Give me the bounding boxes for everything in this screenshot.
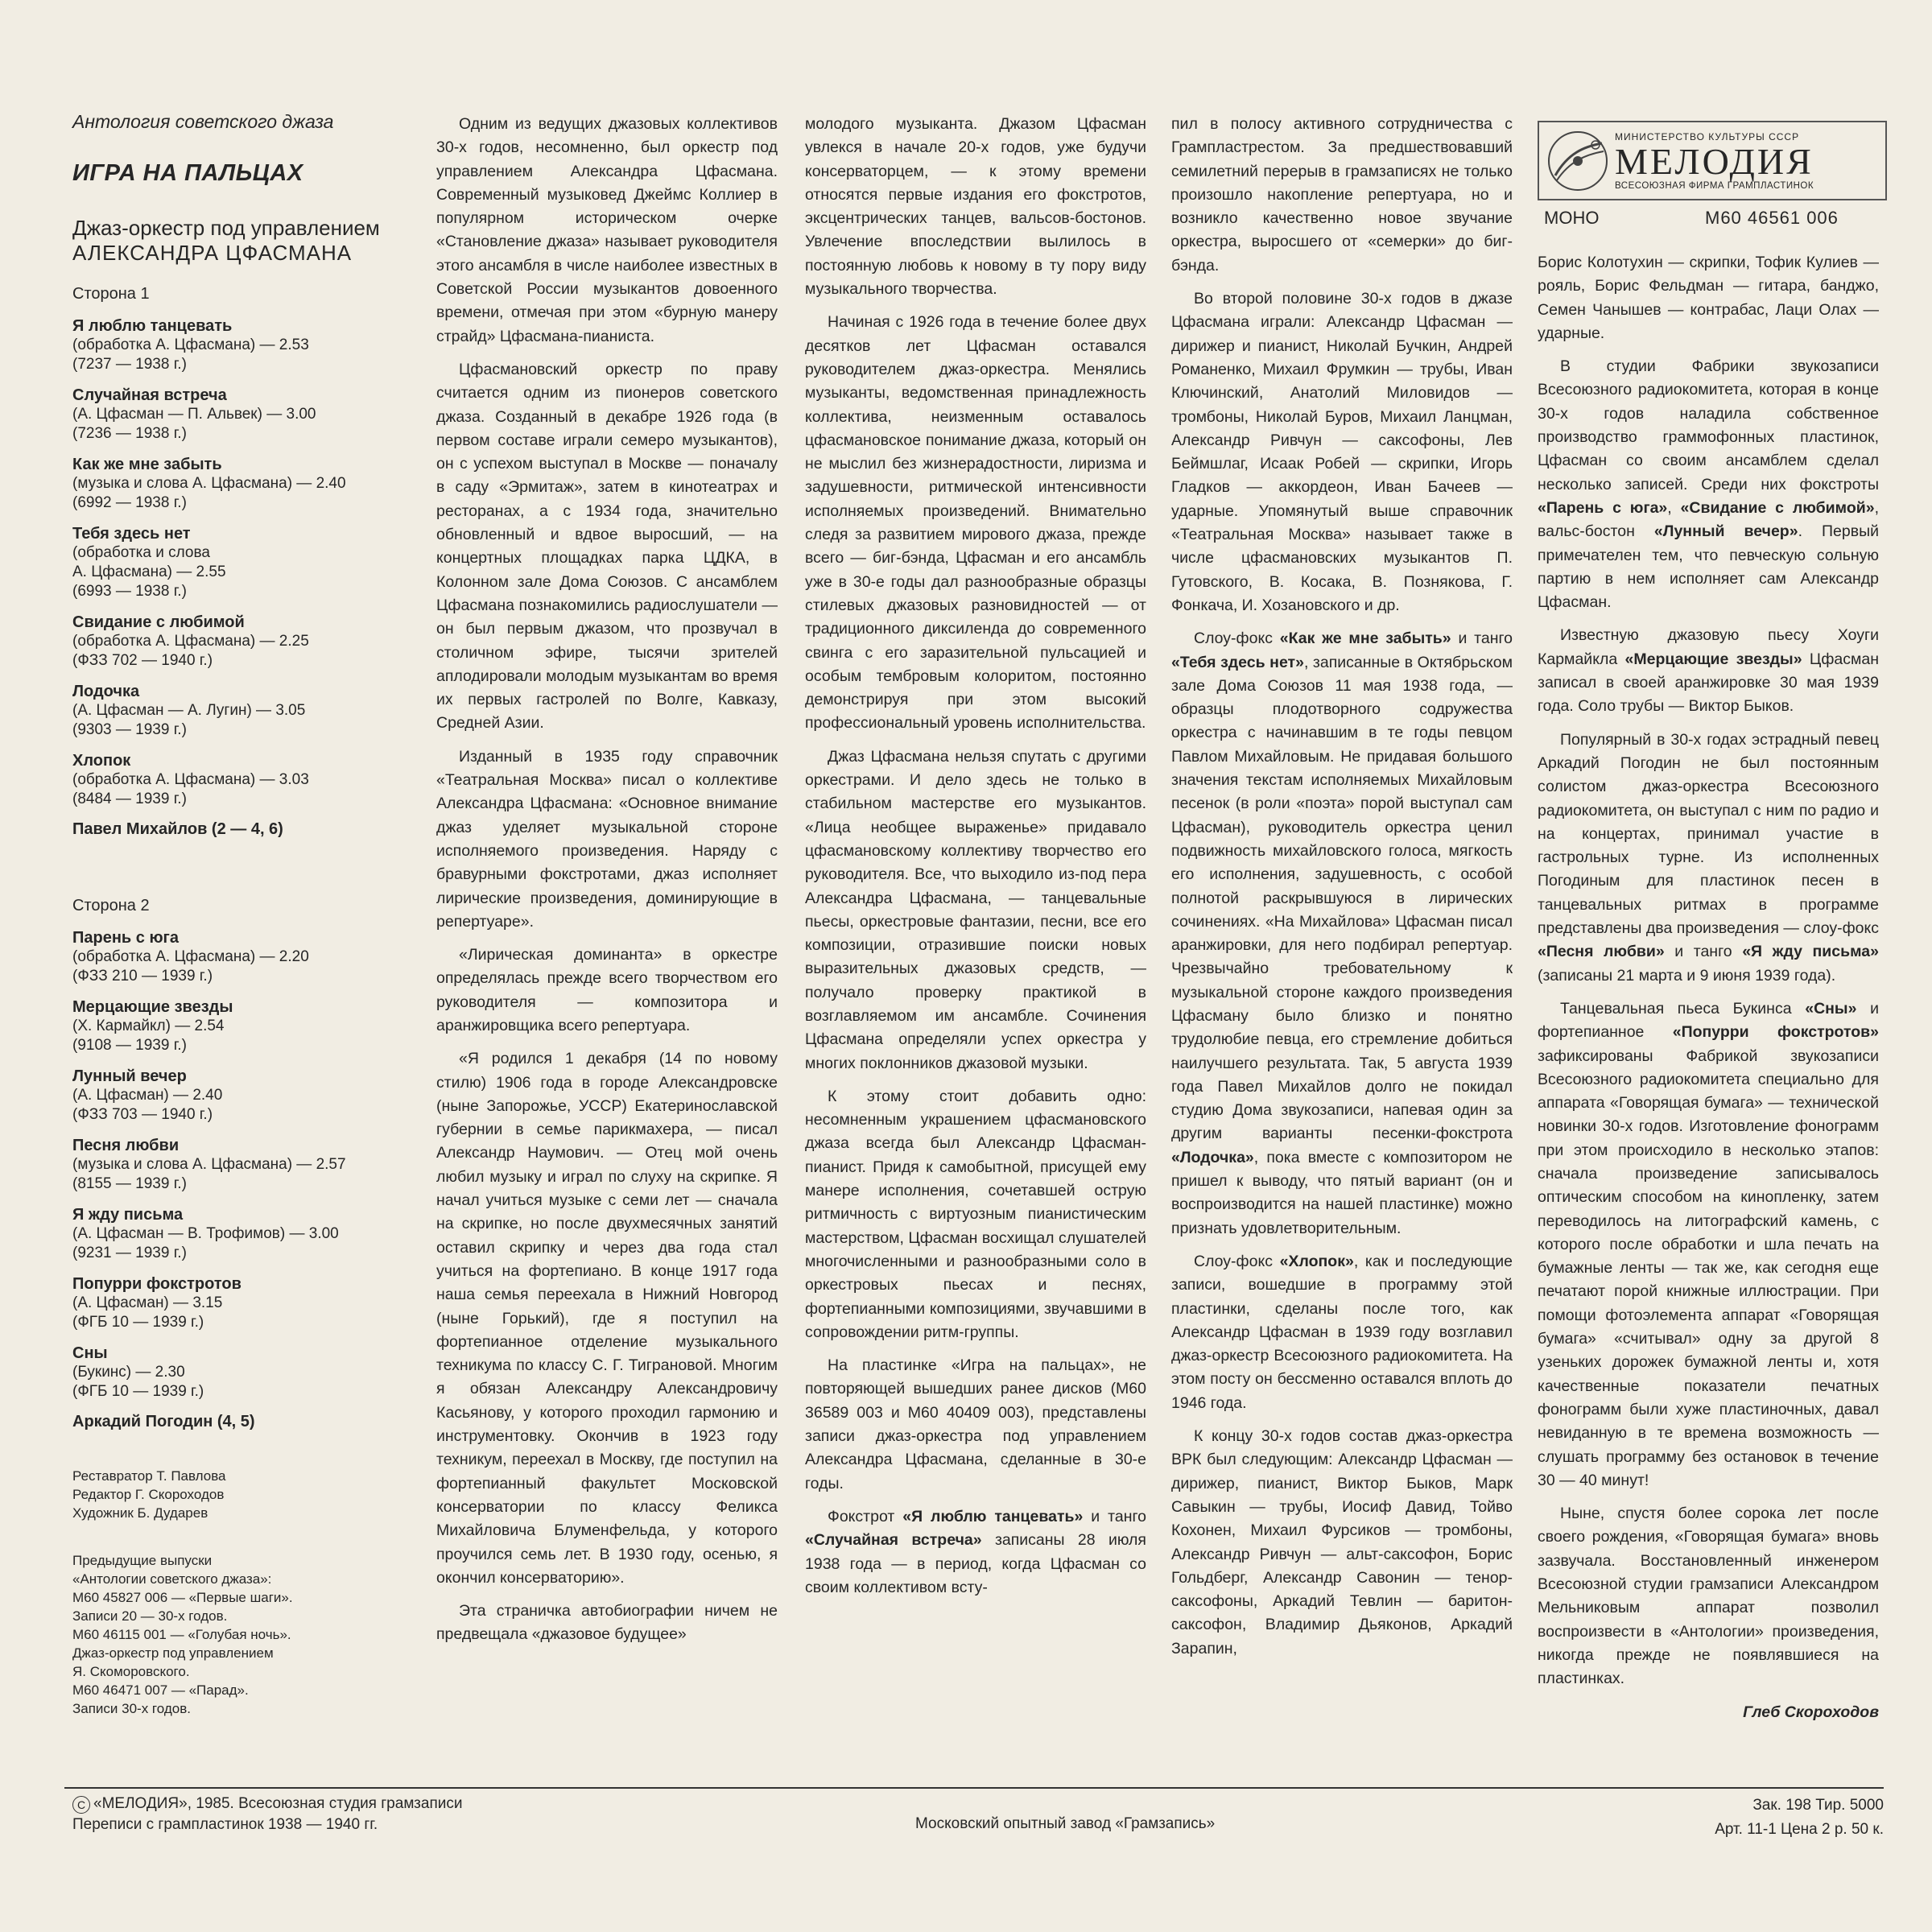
track-entry <box>72 1205 427 1263</box>
article-paragraph: Слоу-фокс «Как же мне забыть» и танго «Тебя здесь нет», записанные в Октябрьском зале Дома Союзов 11 мая 1938 года, — образцы плодотворного содружества оркестра с начинавшим в те годы певцом Павлом Михайловым. Не придавая большого значения текстам исполняемых Михайловым песенок (в роли «поэта» порой выступал сам Цфасман), руководитель оркестра ценил подвижность михайловского голоса, мягкость его исполнения, задушевность, с особой полнотой раскрывшуюся в лирических сочинениях. «На Михайлова» Цфасман писал аранжировки, для него подбирал репертуар. Чрезвычайно требовательному к музыкальной стороне каждого произведения Цфасману было близко и понятно трудолюбие певца, его стремление добиться наилучшего результата. Так, 5 августа 1939 года Павел Михайлов долго не покидал студию Дома звукозаписи, напевая один за другим варианты песенки-фокстрота «Лодочка», пока вместе с композитором не пришел к выводу, что пятый вариант (он и воспроизводится на нашей пластинке) можно признать удовлетворительным. <box>1171 630 1513 1237</box>
order-info: Зак. 198 Тир. 5000 <box>1752 1797 1884 1814</box>
previous-release-line: М60 46471 007 — «Парад». <box>72 1682 249 1698</box>
side2-singer: Аркадий Погодин (4, 5) <box>72 1413 255 1430</box>
price-info: Арт. 11-1 Цена 2 р. 50 к. <box>1715 1821 1884 1838</box>
track-title: Лунный вечер <box>72 1067 187 1085</box>
track-entry <box>72 613 427 671</box>
text-column-4 <box>1538 251 1879 1724</box>
track-detail: (Букинс) — 2.30 <box>72 1364 185 1381</box>
mono-label: МОНО <box>1544 208 1600 228</box>
track-entry <box>72 1136 427 1194</box>
credit-line: Реставратор Т. Павлова <box>72 1468 226 1484</box>
text-column-3 <box>1171 113 1513 1670</box>
track-entry <box>72 682 427 740</box>
track-detail: (9303 — 1939 г.) <box>72 721 187 738</box>
track-entry <box>72 1274 427 1332</box>
catalog-number: М60 46561 006 <box>1705 208 1839 228</box>
track-title: Я жду письма <box>72 1206 184 1224</box>
tracklist-column <box>72 111 427 1718</box>
track-detail: (А. Цфасман — П. Альвек) — 3.00 <box>72 406 316 423</box>
melodiya-logo <box>1538 121 1887 200</box>
track-detail: (ФЗЗ 702 — 1940 г.) <box>72 652 213 669</box>
track-detail: (9231 — 1939 г.) <box>72 1245 187 1261</box>
article-paragraph: К этому стоит добавить одно: несомненным украшением цфасмановского джаза всегда был Александр Цфасман-пианист. Придя к самобытной, присущей ему манере исполнения, сочетавшей острую ритмичность с виртуозным пианистическим мастерством, Цфасман восхищал слушателей многочисленными и разнообразными соло в оркестровых пьесах и песнях, фортепианными композициями, звучавшими в сопровождении ритм-группы. <box>805 1087 1146 1341</box>
track-detail: (7237 — 1938 г.) <box>72 356 187 373</box>
track-title: Мерцающие звезды <box>72 998 233 1016</box>
track-detail: (6992 — 1938 г.) <box>72 494 187 511</box>
article-paragraph: Во второй половине 30-х годов в джазе Цфасмана играли: Александр Цфасман — дирижер и пианист, Николай Бучкин, Андрей Романенко, Михаил Фрумкин — трубы, Иван Ключинский, Анатолий Миловидов — тромбоны, Николай Буров, Михаил Ланцман, Александр Ривчун — саксофоны, Лев Беймшлаг, Исаак Робей — скрипки, Игорь Гладков — аккордеон, Иван Бачеев — ударные. Упомянутый выше справочник «Театральная Москва» называет также в числе цфасмановских музыкантов П. Гутовского, В. Косака, В. Познякова, Г. Фонкача, И. Хозановского и др. <box>1171 290 1513 614</box>
side1-singer: Павел Михайлов (2 — 4, 6) <box>72 820 283 838</box>
logo-brand: МЕЛОДИЯ <box>1615 140 1814 182</box>
track-detail: (ФЗЗ 703 — 1940 г.) <box>72 1106 213 1123</box>
track-detail: (8155 — 1939 г.) <box>72 1175 187 1192</box>
article-paragraph: Известную джазовую пьесу Хоуги Кармайкла «Мерцающие звезды» Цфасман записал в своей аранжировке 30 мая 1939 года. Соло трубы — Виктор Быков. <box>1538 626 1879 716</box>
article-paragraph: Цфасмановский оркестр по праву считается одним из пионеров советского джаза. Созданный в декабре 1926 года (в первом составе играли семеро музыкантов), он с успехом выступал в Москве — поначалу в саду «Эрмитаж», затем в кинотеатрах и ресторанах, а с 1934 года, значительно обновленный и вдвое выросший, — на концертных площадках парка ЦДКА, в Колонном зале Дома Союзов. С ансамблем Цфасмана познакомились радиослушатели — он был первым джазом, что прозвучал в столичном эфире, тысячи зрителей аплодировали молодым музыкантам во время их первых гастролей по Волге, Кавказу, Средней Азии. <box>436 360 778 733</box>
previous-release-line: Предыдущие выпуски <box>72 1553 213 1568</box>
track-entry <box>72 524 427 601</box>
previous-release-line: М60 46115 001 — «Голубая ночь». <box>72 1627 291 1642</box>
track-detail: (Х. Кармайкл) — 2.54 <box>72 1018 225 1034</box>
article-paragraph: пил в полосу активного сотрудничества с Грампластрестом. За предшествовавший семилетний перерыв в грамзаписях не только произошло накопление репертуара, но и возникло качественно новое звучание оркестра, выросшего от «семерки» до биг-бэнда. <box>1171 115 1513 275</box>
track-entry <box>72 997 427 1055</box>
track-detail: (обработка А. Цфасмана) — 2.53 <box>72 336 309 353</box>
article-paragraph: На пластинке «Игра на пальцах», не повторяющей вышедших ранее дисков (М60 36589 003 и М60 40409 003), представлены записи джаз-оркестра под управлением Александра Цфасмана, сделанные в 30-е годы. <box>805 1356 1146 1492</box>
text-column-2 <box>805 113 1146 1609</box>
previous-release-line: Я. Скоморовского. <box>72 1664 190 1679</box>
side1-tracklist <box>72 316 427 809</box>
side1-label: Сторона 1 <box>72 285 150 303</box>
article-paragraph: Популярный в 30-х годах эстрадный певец Аркадий Погодин не был постоянным солистом джаз-оркестра Всесоюзного радиокомитета, он выступал с ним по радио и на концертах, принимал участие в гастрольных турне. Из исполненных Погодиным для пластинок песен в танцевальных ритмах в программе представлены два произведения — слоу-фокс «Песня любви» и танго «Я жду письма» (записаны 21 марта и 9 июня 1939 года). <box>1538 730 1879 985</box>
credit-line: Редактор Г. Скороходов <box>72 1487 225 1502</box>
track-detail: (А. Цфасман) — 3.15 <box>72 1294 223 1311</box>
track-detail: (7236 — 1938 г.) <box>72 425 187 442</box>
previous-release-line: М60 45827 006 — «Первые шаги». <box>72 1590 293 1605</box>
side2-label: Сторона 2 <box>72 897 150 914</box>
track-entry <box>72 1344 427 1402</box>
factory-note: Московский опытный завод «Грамзапись» <box>915 1815 1216 1832</box>
credit-line: Художник Б. Дударев <box>72 1505 208 1521</box>
track-entry <box>72 928 427 986</box>
copyright-icon: C <box>72 1796 90 1814</box>
article-paragraph: Борис Колотухин — скрипки, Тофик Кулиев — рояль, Борис Фельдман — гитара, банджо, Семен Чанышев — контрабас, Лаци Олах — ударные. <box>1538 254 1879 342</box>
credits <box>72 1467 427 1522</box>
rerecord-note: Переписи с грампластинок 1938 — 1940 гг. <box>72 1816 378 1833</box>
track-detail: (ФЗЗ 210 — 1939 г.) <box>72 968 213 985</box>
track-detail: (А. Цфасман — А. Лугин) — 3.05 <box>72 702 306 719</box>
article-paragraph: В студии Фабрики звукозаписи Всесоюзного радиокомитета, которая в конце 30-х годов наладила собственное производство граммофонных пластинок, Цфасман со своим ансамблем сделал несколько записей. Среди них фокстроты «Парень с юга», «Свидание с любимой», вальс-бостон «Лунный вечер». Первый примечателен тем, что певческую сольную партию в нем исполняет сам Александр Цфасман. <box>1538 357 1880 612</box>
track-detail: (А. Цфасман — В. Трофимов) — 3.00 <box>72 1225 339 1242</box>
track-title: Свидание с любимой <box>72 613 245 631</box>
track-detail: (обработка А. Цфасмана) — 2.20 <box>72 948 309 965</box>
track-detail: (6993 — 1938 г.) <box>72 583 187 600</box>
article-paragraph: Изданный в 1935 году справочник «Театральная Москва» писал о коллективе Александра Цфасмана: «Основное внимание джаз уделяет музыкальной стороне исполняемого произведения. Наряду с бравурными фокстротами, джаз исполняет лирические произведения, доминирующие в репертуаре». <box>436 747 778 931</box>
track-detail: (ФГБ 10 — 1939 г.) <box>72 1383 204 1400</box>
track-entry <box>72 455 427 513</box>
track-title: Попурри фокстротов <box>72 1275 242 1293</box>
previous-release-line: Записи 20 — 30-х годов. <box>72 1608 228 1624</box>
article-paragraph: молодого музыканта. Джазом Цфасман увлекся в начале 20-х годов, уже будучи консерваторцем, — к этому времени относятся первые издания его фокстротов, эксцентрических танцев, вальсов-бостонов. Увлечение впоследствии вылилось в постоянную любовь к новому в ту пору виду музыкального творчества. <box>805 115 1146 299</box>
article-paragraph: Фокстрот «Я люблю танцевать» и танго «Случайная встреча» записаны 28 июля 1938 года — в период, когда Цфасман со своим коллективом всту- <box>805 1507 1146 1596</box>
track-entry <box>72 316 427 374</box>
previous-release-line: Джаз-оркестр под управлением <box>72 1645 274 1661</box>
article-paragraph: «Я родился 1 декабря (14 по новому стилю) 1906 года в городе Александровске (ныне Запорожье, УССР) Екатеринославской губернии в семье парикмахера, — писал Александр Наумович. — Отец мой очень любил музыку и играл по слуху на скрипке. Я начал учиться музыке с семи лет — сначала на скрипке, но после двухмесячных занятий оставил скрипку и через два года стал учиться на фортепиано. В конце 1917 года наша семья переехала в Нижний Новгород (ныне Горький), где я поступил на фортепианное отделение музыкального техникума по классу С. Г. Тиграновой. Многим я обязан Александру Александровичу Касьянову, у которого проходил гармонию и инструментовку. Окончив в 1923 году техникум, переехал в Москву, где поступил на фортепианный факультет Московской консерватории по классу Феликса Михайловича Блуменфельда, у которого проучился семь лет. В 1930 году, осенью, я окончил консерваторию». <box>436 1050 778 1587</box>
previous-release-line: Записи 30-х годов. <box>72 1701 191 1716</box>
album-title: ИГРА НА ПАЛЬЦАХ <box>72 160 303 186</box>
track-detail: (обработка А. Цфасмана) — 3.03 <box>72 771 309 788</box>
track-title: Случайная встреча <box>72 386 227 404</box>
track-detail: (музыка и слова А. Цфасмана) — 2.57 <box>72 1156 346 1173</box>
orchestra-line: Джаз-оркестр под управлением <box>72 216 380 240</box>
track-detail: (9108 — 1939 г.) <box>72 1037 187 1054</box>
footer-left <box>72 1794 462 1835</box>
track-title: Хлопок <box>72 752 131 770</box>
track-detail: (обработка А. Цфасмана) — 2.25 <box>72 633 309 650</box>
track-detail: (обработка и слова <box>72 544 210 561</box>
track-title: Я люблю танцевать <box>72 317 233 335</box>
track-detail: (8484 — 1939 г.) <box>72 791 187 807</box>
article-paragraph: Слоу-фокс «Хлопок», как и последующие записи, вошедшие в программу этой пластинки, сделаны после того, как Александр Цфасман в 1939 году возглавил джаз-оркестр Всесоюзного радиокомитета. На этом посту он бессменно оставался вплоть до 1946 года. <box>1171 1252 1513 1412</box>
series-title: Антология советского джаза <box>72 111 334 132</box>
article-paragraph: Танцевальная пьеса Букинса «Сны» и фортепианное «Попурри фокстротов» зафиксированы Фабрикой звукозаписи Всесоюзного радиокомитета специально для аппарата «Говорящая бумага» — технической новинки 30-х годов. Изготовление фонограмм при этом происходило в несколько этапов: сначала произведение записывалось оптическим способом на кинопленку, затем переводилось на литографский камень, с которого после обработки и шла печать на бумажные ленты — так же, как сегодня еще печатают порой книжные иллюстрации. При помощи фотоэлемента аппарат «Говорящая бумага» «считывал» одну за другой 8 узеньких дорожек бумажной ленты и, хотя качественные показатели печатных фонограмм были хуже пластиночных, давал невиданную в те времена возможность — слушать программу без остановок в течение 30 — 40 минут! <box>1538 999 1879 1489</box>
track-entry <box>72 751 427 809</box>
article-paragraph: Одним из ведущих джазовых коллективов 30-х годов, несомненно, был оркестр под управлением Александра Цфасмана. Современный музыковед Джеймс Коллиер в популярном историческом очерке «Становление джаза» называет руководителя этого ансамбля в числе наиболее известных в Советской России музыкантов довоенного времени, отмечая при этом «бурную манеру страйд» Цфасмана-пианиста. <box>436 115 778 345</box>
orchestra-leader: АЛЕКСАНДРА ЦФАСМАНА <box>72 241 353 265</box>
footer-divider <box>64 1787 1884 1789</box>
article-paragraph: Джаз Цфасмана нельзя спутать с другими оркестрами. И дело здесь не только в стабильном мастерстве его музыкантов. «Лица необщее выраженье» придавало цфасмановскому коллективу творчество его руководителя. Все, что выходило из-под пера Александра Цфасмана, — танцевальные пьесы, оркестровые фантазии, песни, все его композиции, отразившие поиски новых выразительных джазовых средств, — получало проверку практикой в возглавляемом им ансамбле. Сочинения Цфасмана определяли успех оркестра у многих поклонников джазовой музыки. <box>805 747 1146 1072</box>
copyright-text: «МЕЛОДИЯ», 1985. Всесоюзная студия грамзаписи <box>93 1795 463 1812</box>
article-paragraph: К концу 30-х годов состав джаз-оркестра ВРК был следующим: Александр Цфасман — дирижер, пианист, Виктор Быков, Марк Савыкин — трубы, Иосиф Давид, Тойво Кохонен, Михаил Фурсиков — тромбоны, Александр Ривчун — альт-саксофон, Борис Гольдберг, Александр Савонин — тенор-саксофоны, Аркадий Тевлин — баритон-саксофон, Владимир Дьяконов, Аркадий Зарапин, <box>1171 1427 1513 1657</box>
track-title: Тебя здесь нет <box>72 525 191 543</box>
track-detail: (музыка и слова А. Цфасмана) — 2.40 <box>72 475 346 492</box>
track-title: Песня любви <box>72 1137 180 1154</box>
side2-tracklist <box>72 928 427 1402</box>
article-paragraph: Эта страничка автобиографии ничем не предвещала «джазовое будущее» <box>436 1602 778 1644</box>
article-paragraph: Начиная с 1926 года в течение более двух десятков лет Цфасман оставался руководителем джаз-оркестра. Менялись музыканты, ведомственная принадлежность коллектива, неизменным оставалось цфасмановское понимание джаза, который он не мыслил без жизнерадостности, лиризма и задушевности, ритмической интенсивности исполняемых произведений. Внимательно следя за развитием мирового джаза, прежде всего — биг-бэнда, Цфасман и его ансамбль уже в 30-е годы дал разнообразные образцы стилевых джазовых разновидностей — от традиционного диксиленда до современного свинга с его заразительной пульсацией и особым тембровым колоритом, постоянно демонстрируя при этом высокий профессиональный уровень исполнительства. <box>805 313 1146 733</box>
logo-subtitle: ВСЕСОЮЗНАЯ ФИРМА ГРАМПЛАСТИНОК <box>1615 180 1814 191</box>
track-title: Сны <box>72 1344 108 1362</box>
track-title: Парень с юга <box>72 929 179 947</box>
logo-ministry: МИНИСТЕРСТВО КУЛЬТУРЫ СССР <box>1615 130 1800 142</box>
track-detail: (А. Цфасман) — 2.40 <box>72 1087 223 1104</box>
track-entry <box>72 1067 427 1125</box>
author-signature: Глеб Скороходов <box>1743 1703 1879 1721</box>
footer-right <box>1715 1794 1884 1842</box>
previous-releases <box>72 1551 427 1718</box>
text-column-1 <box>436 113 778 1657</box>
track-detail: А. Цфасмана) — 2.55 <box>72 564 226 580</box>
track-entry <box>72 386 427 444</box>
previous-release-line: «Антологии советского джаза»: <box>72 1571 272 1587</box>
track-title: Как же мне забыть <box>72 456 222 473</box>
article-paragraph: «Лирическая доминанта» в оркестре определялась прежде всего творчеством его руководителя — композитора и аранжировщика всего репертуара. <box>436 946 778 1034</box>
track-title: Лодочка <box>72 683 140 700</box>
article-paragraph: Ныне, спустя более сорока лет после своего рождения, «Говорящая бумага» вновь зазвучала. Восстановленный инженером Всесоюзной студии грамзаписи Александром Мельниковым аппарат позволил воспроизвести в «Антологии» произведения, никогда прежде не появлявшиеся на пластинках. <box>1538 1505 1879 1688</box>
melodiya-emblem-icon <box>1546 129 1610 193</box>
track-detail: (ФГБ 10 — 1939 г.) <box>72 1314 204 1331</box>
